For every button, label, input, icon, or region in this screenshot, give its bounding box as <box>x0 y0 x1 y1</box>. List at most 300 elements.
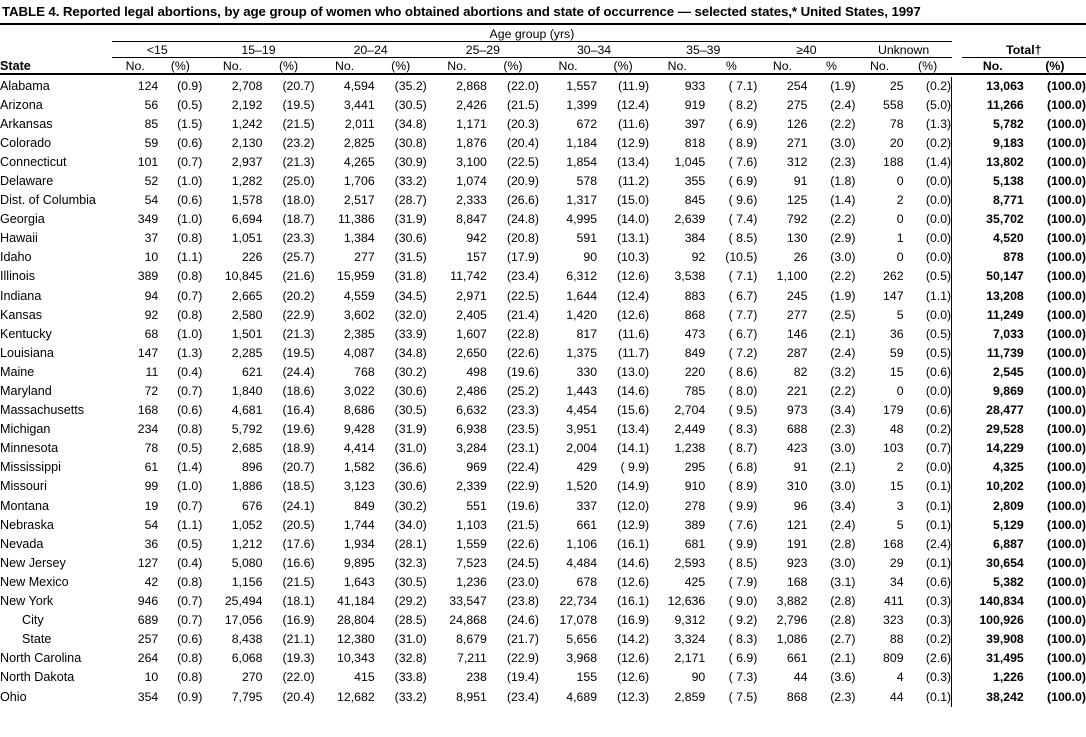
cell-total-percent: (100.0) <box>1047 116 1086 131</box>
header-no-5: No. <box>558 58 578 73</box>
cell-count: 933 <box>684 78 706 93</box>
header-pct-1: (%) <box>170 58 190 73</box>
cell-count: 8,679 <box>456 632 487 647</box>
cell-percent: ( 6.7) <box>728 326 758 341</box>
cell-count: 1,238 <box>674 441 706 456</box>
cell-count: 1,744 <box>343 517 375 532</box>
cell-count: 78 <box>144 441 159 456</box>
cell-count: 17,056 <box>224 613 263 628</box>
cell-percent: (3.4) <box>830 498 856 513</box>
cell-count: 809 <box>883 651 904 666</box>
cell-count: 7,795 <box>231 689 263 704</box>
cell-count: 1,074 <box>456 173 487 188</box>
cell-count: 41,184 <box>337 594 375 609</box>
cell-total-count: 10,202 <box>986 479 1024 494</box>
cell-count: 5,080 <box>231 555 263 570</box>
header-group-unknown: Unknown <box>877 42 930 57</box>
cell-count: 6,694 <box>231 212 263 227</box>
cell-count: 558 <box>883 97 904 112</box>
total-divider <box>952 210 962 229</box>
cell-count: 1,399 <box>566 97 598 112</box>
cell-percent: (0.5) <box>925 326 952 341</box>
cell-percent: (0.7) <box>177 288 203 303</box>
cell-count: 262 <box>883 269 904 284</box>
cell-count: 147 <box>137 345 159 360</box>
cell-percent: (1.4) <box>177 460 203 475</box>
table-row <box>0 554 1086 573</box>
cell-percent: (12.4) <box>617 288 650 303</box>
cell-percent: (12.4) <box>617 97 650 112</box>
total-divider <box>952 420 962 439</box>
row-state-label: State <box>22 632 52 647</box>
cell-count: 1,557 <box>566 78 598 93</box>
cell-percent: ( 7.3) <box>728 670 758 685</box>
total-divider <box>952 153 962 172</box>
cell-percent: (16.1) <box>617 536 650 551</box>
table-row <box>0 210 1086 229</box>
cell-count: 688 <box>786 422 808 437</box>
cell-percent: (2.2) <box>830 116 856 131</box>
total-divider <box>952 554 962 573</box>
cell-count: 278 <box>684 498 706 513</box>
cell-percent: (3.6) <box>830 670 856 685</box>
table-row <box>0 649 1086 668</box>
cell-percent: (13.4) <box>617 422 650 437</box>
cell-count: 15,959 <box>337 269 375 284</box>
cell-count: 42 <box>144 574 159 589</box>
cell-count: 5,792 <box>231 422 263 437</box>
cell-count: 868 <box>786 689 808 704</box>
cell-count: 672 <box>576 116 598 131</box>
cell-percent: (0.2) <box>925 78 952 93</box>
cell-percent: (0.8) <box>177 651 203 666</box>
cell-count: 8,686 <box>343 403 375 418</box>
cell-percent: (22.9) <box>282 307 315 322</box>
table-row <box>0 458 1086 477</box>
cell-total-count: 6,887 <box>993 536 1024 551</box>
cell-percent: (30.2) <box>394 364 427 379</box>
cell-percent: (19.6) <box>506 498 539 513</box>
total-divider <box>952 325 962 344</box>
cell-percent: (1.0) <box>177 173 203 188</box>
cell-percent: (0.3) <box>925 613 952 628</box>
cell-count: 9,895 <box>343 555 375 570</box>
cell-percent: (23.2) <box>282 135 315 150</box>
cell-total-count: 1,226 <box>993 670 1024 685</box>
cell-total-count: 4,325 <box>993 460 1024 475</box>
cell-percent: (20.9) <box>506 173 539 188</box>
table-row <box>0 134 1086 153</box>
cell-total-count: 13,208 <box>986 288 1024 303</box>
cell-percent: (0.8) <box>177 307 203 322</box>
cell-percent: (2.2) <box>830 269 856 284</box>
cell-count: 1,578 <box>231 193 263 208</box>
row-state-label: Massachusetts <box>0 403 84 418</box>
cell-count: 103 <box>883 441 904 456</box>
cell-count: 264 <box>137 651 159 666</box>
cell-count: 355 <box>684 173 706 188</box>
cell-percent: (0.0) <box>925 384 952 398</box>
cell-count: 4,454 <box>566 403 598 418</box>
cell-count: 2,580 <box>231 307 263 322</box>
total-divider <box>952 516 962 535</box>
cell-percent: (22.4) <box>506 460 539 475</box>
cell-count: 923 <box>786 555 808 570</box>
cell-count: 1,156 <box>231 574 263 589</box>
cell-count: 2,426 <box>456 97 487 112</box>
cell-percent: (32.0) <box>394 307 427 322</box>
cell-count: 2,685 <box>231 441 263 456</box>
cell-percent: (1.0) <box>177 326 203 341</box>
header-no-1: No. <box>125 58 145 73</box>
cell-count: 10 <box>144 250 159 265</box>
cell-percent: (14.2) <box>617 632 650 647</box>
table-row <box>0 477 1086 496</box>
cell-count: 127 <box>137 555 159 570</box>
cell-count: 147 <box>883 288 904 303</box>
cell-percent: ( 8.9) <box>728 135 758 150</box>
cell-percent: (0.8) <box>177 574 203 589</box>
row-state-label: Indiana <box>0 288 42 303</box>
cell-count: 125 <box>786 193 808 208</box>
cell-percent: (23.4) <box>506 689 539 704</box>
cell-total-percent: (100.0) <box>1047 460 1086 475</box>
cell-percent: (0.7) <box>177 613 203 628</box>
cell-count: 10,343 <box>337 651 375 666</box>
total-divider <box>952 611 962 630</box>
cell-count: 2,868 <box>456 78 487 93</box>
cell-total-percent: (100.0) <box>1047 651 1086 666</box>
cell-percent: ( 6.9) <box>728 651 758 666</box>
row-state-label: Alabama <box>0 78 50 93</box>
cell-total-percent: (100.0) <box>1047 288 1086 303</box>
row-state-label: Missouri <box>0 479 47 494</box>
cell-count: 785 <box>684 384 706 398</box>
cell-percent: ( 8.3) <box>728 632 758 647</box>
cell-count: 155 <box>576 670 598 685</box>
cell-count: 883 <box>684 288 706 303</box>
cell-percent: (35.2) <box>394 78 427 93</box>
cell-total-count: 39,908 <box>986 632 1024 647</box>
cell-percent: (0.3) <box>925 670 952 685</box>
cell-count: 0 <box>896 173 904 188</box>
row-state-label: Michigan <box>0 422 51 437</box>
cell-percent: (1.1) <box>177 250 203 265</box>
cell-count: 1,317 <box>566 193 598 208</box>
cell-percent: (16.9) <box>282 613 315 628</box>
cell-percent: (19.4) <box>506 670 539 685</box>
cell-count: 257 <box>137 632 159 647</box>
cell-percent: (22.8) <box>506 326 539 341</box>
cell-percent: (19.5) <box>282 97 315 112</box>
cell-percent: (22.9) <box>506 651 539 666</box>
cell-percent: (34.8) <box>394 345 427 360</box>
cell-total-percent: (100.0) <box>1047 384 1086 398</box>
cell-percent: (0.1) <box>925 498 952 513</box>
cell-percent: (12.3) <box>617 689 650 704</box>
cell-percent: (17.6) <box>282 536 315 551</box>
total-divider <box>952 96 962 115</box>
cell-percent: ( 8.6) <box>728 364 758 379</box>
total-divider <box>952 248 962 267</box>
row-state-label: Maine <box>0 364 35 379</box>
cell-total-count: 878 <box>1003 250 1024 265</box>
cell-count: 689 <box>137 613 159 628</box>
cell-count: 312 <box>786 154 808 169</box>
cell-count: 425 <box>684 574 706 589</box>
cell-count: 19 <box>144 498 159 513</box>
cell-count: 52 <box>144 173 159 188</box>
cell-total-count: 38,242 <box>986 689 1024 704</box>
cell-total-percent: (100.0) <box>1047 403 1086 418</box>
cell-count: 2,192 <box>231 97 263 112</box>
cell-percent: (2.3) <box>830 422 856 437</box>
table-row <box>0 668 1086 687</box>
cell-total-percent: (100.0) <box>1047 517 1086 532</box>
cell-percent: (1.3) <box>177 345 203 360</box>
cell-count: 330 <box>576 364 598 379</box>
cell-total-count: 31,495 <box>986 651 1024 666</box>
cell-percent: (16.4) <box>282 403 315 418</box>
cell-total-percent: (100.0) <box>1047 670 1086 685</box>
total-divider <box>952 439 962 458</box>
cell-count: 91 <box>793 173 808 188</box>
total-divider <box>952 668 962 687</box>
cell-count: 10 <box>144 670 159 685</box>
cell-count: 36 <box>889 326 904 341</box>
row-state-label: Kentucky <box>0 326 52 341</box>
table-row <box>0 229 1086 248</box>
cell-total-percent: (100.0) <box>1047 345 1086 360</box>
cell-count: 1,051 <box>231 231 263 246</box>
cell-percent: (22.0) <box>282 670 315 685</box>
total-divider <box>952 191 962 210</box>
cell-percent: (21.1) <box>282 632 315 647</box>
table-row <box>0 96 1086 115</box>
table-row <box>0 535 1086 554</box>
cell-count: 9,312 <box>674 613 706 628</box>
cell-percent: (1.0) <box>177 212 203 227</box>
cell-count: 1,086 <box>776 632 808 647</box>
cell-total-percent: (100.0) <box>1047 555 1086 570</box>
cell-count: 124 <box>137 78 159 93</box>
cell-total-percent: (100.0) <box>1047 422 1086 437</box>
cell-percent: (13.1) <box>617 231 650 246</box>
cell-count: 1,106 <box>566 536 598 551</box>
row-state-label: City <box>22 613 44 628</box>
cell-count: 8,438 <box>231 632 263 647</box>
cell-count: 661 <box>576 517 598 532</box>
cell-percent: (12.9) <box>617 135 650 150</box>
cell-count: 349 <box>137 212 159 227</box>
cell-count: 3,441 <box>343 97 375 112</box>
cell-percent: (24.5) <box>506 555 539 570</box>
row-state-label: Minnesota <box>0 441 59 456</box>
cell-count: 1,052 <box>231 517 263 532</box>
row-state-label: New York <box>0 594 54 609</box>
cell-count: 226 <box>241 250 263 265</box>
abortions-by-age-table <box>0 23 1086 707</box>
total-divider <box>952 592 962 611</box>
cell-count: 397 <box>684 116 706 131</box>
cell-percent: ( 9.0) <box>728 594 758 609</box>
cell-count: 354 <box>137 689 159 704</box>
cell-percent: (0.8) <box>177 422 203 437</box>
header-pct-8: (%) <box>918 58 938 73</box>
cell-count: 15 <box>889 364 904 379</box>
cell-count: 238 <box>466 670 487 685</box>
cell-count: 54 <box>144 517 159 532</box>
cell-count: 1,607 <box>456 326 487 341</box>
cell-count: 22,734 <box>559 594 598 609</box>
cell-percent: (30.5) <box>394 403 427 418</box>
cell-total-count: 7,033 <box>993 326 1024 341</box>
cell-percent: (22.0) <box>506 78 539 93</box>
cell-percent: (0.8) <box>177 231 203 246</box>
cell-count: 28,804 <box>337 613 375 628</box>
cell-count: 849 <box>684 345 706 360</box>
cell-total-count: 13,802 <box>986 154 1024 169</box>
cell-percent: (24.4) <box>282 364 315 379</box>
cell-count: 2,517 <box>343 193 375 208</box>
cell-percent: (20.4) <box>282 689 315 704</box>
cell-percent: (12.6) <box>617 307 650 322</box>
cell-percent: (0.6) <box>177 193 203 208</box>
cell-count: 868 <box>684 307 706 322</box>
header-group-15-19: 15–19 <box>241 42 276 57</box>
cell-count: 389 <box>137 269 159 284</box>
cell-count: 245 <box>786 288 808 303</box>
table-row <box>0 516 1086 535</box>
cell-total-count: 8,771 <box>993 193 1024 208</box>
cell-count: 2 <box>896 193 904 208</box>
cell-count: 1,236 <box>456 574 487 589</box>
cell-percent: (23.0) <box>506 574 539 589</box>
cell-percent: (2.3) <box>830 154 856 169</box>
cell-count: 2,449 <box>674 422 706 437</box>
cell-count: 61 <box>144 460 159 475</box>
cell-total-count: 11,266 <box>986 97 1024 112</box>
cell-percent: (15.6) <box>617 403 650 418</box>
cell-count: 661 <box>786 651 808 666</box>
cell-total-count: 11,739 <box>986 345 1024 360</box>
cell-count: 254 <box>786 78 808 93</box>
cell-percent: (2.8) <box>830 594 856 609</box>
cell-count: 1,212 <box>231 536 263 551</box>
cell-count: 20 <box>889 135 904 150</box>
cell-percent: ( 6.9) <box>728 116 758 131</box>
cell-percent: (3.0) <box>830 479 856 494</box>
cell-percent: (0.6) <box>177 135 203 150</box>
header-agegroup-row <box>0 27 1086 42</box>
cell-percent: (30.5) <box>394 97 427 112</box>
cell-count: 6,068 <box>231 651 263 666</box>
row-state-label: Louisiana <box>0 345 54 360</box>
cell-count: 88 <box>889 632 904 647</box>
cell-percent: (29.2) <box>394 594 427 609</box>
cell-percent: ( 7.7) <box>728 307 758 322</box>
cell-percent: (30.6) <box>394 384 427 398</box>
cell-count: 277 <box>354 250 375 265</box>
cell-percent: (28.5) <box>394 613 427 628</box>
cell-percent: (0.7) <box>177 384 203 398</box>
cell-count: 2,339 <box>456 479 487 494</box>
cell-percent: (30.2) <box>394 498 427 513</box>
cell-percent: (1.1) <box>177 517 203 532</box>
cell-count: 26 <box>793 250 808 265</box>
cell-percent: (21.6) <box>282 269 315 284</box>
cell-percent: (22.5) <box>506 288 539 303</box>
row-state-label: North Dakota <box>0 670 75 685</box>
table-row <box>0 344 1086 363</box>
cell-count: 34 <box>889 574 904 589</box>
cell-count: 1,854 <box>566 154 598 169</box>
cell-count: 82 <box>793 364 808 379</box>
total-divider <box>952 382 962 401</box>
cell-count: 621 <box>241 364 263 379</box>
cell-count: 1,375 <box>566 345 598 360</box>
row-state-label: Arizona <box>0 97 43 112</box>
cell-percent: (0.3) <box>925 594 952 609</box>
cell-percent: ( 8.9) <box>728 479 758 494</box>
cell-count: 168 <box>137 403 159 418</box>
cell-percent: (2.2) <box>830 212 856 227</box>
cell-count: 121 <box>786 517 808 532</box>
cell-count: 221 <box>786 384 808 398</box>
cell-count: 3,602 <box>343 307 375 322</box>
cell-total-percent: (100.0) <box>1047 307 1086 322</box>
cell-percent: ( 8.5) <box>728 555 758 570</box>
cell-percent: (20.4) <box>506 135 539 150</box>
total-divider <box>952 477 962 496</box>
cell-percent: (2.1) <box>830 326 856 341</box>
header-pct-5: (%) <box>613 58 633 73</box>
cell-count: 2,130 <box>231 135 263 150</box>
cell-total-percent: (100.0) <box>1047 154 1086 169</box>
cell-count: 1,644 <box>566 288 598 303</box>
cell-percent: (0.0) <box>925 307 952 322</box>
cell-total-percent: (100.0) <box>1047 536 1086 551</box>
cell-percent: (23.1) <box>506 441 539 456</box>
cell-count: 423 <box>786 441 808 456</box>
cell-count: 2,937 <box>231 154 263 169</box>
cell-percent: (1.9) <box>830 78 856 93</box>
row-state-label: Idaho <box>0 250 32 265</box>
cell-count: 323 <box>883 613 904 628</box>
cell-percent: (31.9) <box>394 212 427 227</box>
cell-percent: (21.7) <box>506 632 539 647</box>
cell-count: 2,796 <box>776 613 808 628</box>
header-no-2: No. <box>222 58 242 73</box>
cell-count: 849 <box>354 498 375 513</box>
total-divider <box>952 458 962 477</box>
cell-percent: (13.0) <box>617 364 650 379</box>
cell-count: 85 <box>144 116 159 131</box>
header-pct-7: % <box>825 58 837 73</box>
cell-count: 1,103 <box>456 517 487 532</box>
table-row <box>0 325 1086 344</box>
table-row <box>0 573 1086 592</box>
cell-percent: (20.7) <box>282 78 315 93</box>
cell-count: 910 <box>684 479 706 494</box>
cell-count: 3,123 <box>343 479 375 494</box>
cell-count: 969 <box>466 460 487 475</box>
cell-count: 168 <box>786 574 808 589</box>
cell-percent: (2.1) <box>830 460 856 475</box>
cell-percent: (21.4) <box>506 307 539 322</box>
cell-total-percent: (100.0) <box>1047 689 1086 704</box>
table-row <box>0 382 1086 401</box>
